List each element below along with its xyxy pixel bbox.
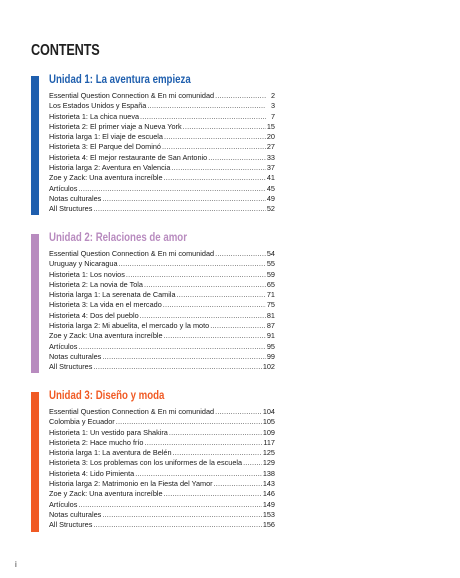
dot-leader: [102, 510, 261, 520]
toc-entry-page: 125: [262, 448, 275, 458]
toc-entry[interactable]: [49, 280, 275, 290]
unit-section-3: [31, 392, 274, 532]
toc-entry-page: 65: [266, 279, 275, 289]
unit-title: Unidad 1: La aventura empieza: [49, 74, 191, 86]
dot-leader: [171, 163, 265, 173]
toc-entry-page: 105: [262, 417, 275, 427]
toc-entry-title: All Structures: [49, 362, 93, 372]
toc-entry-page: 156: [262, 520, 275, 530]
toc-entry[interactable]: [49, 122, 275, 132]
toc-entry-page: 102: [262, 362, 275, 372]
dot-leader: [162, 142, 266, 152]
toc-entry-page: 15: [266, 121, 275, 131]
toc-entry-title: Zoe y Zack: Una aventura increíble: [49, 173, 163, 183]
dot-leader: [177, 290, 266, 300]
toc-entry-page: 104: [262, 407, 275, 416]
toc-entry-page: 7: [270, 111, 275, 121]
dot-leader: [169, 428, 262, 438]
toc-entry[interactable]: [49, 458, 275, 468]
toc-entry-title: Historieta 2: El primer viaje a Nueva York: [49, 121, 182, 131]
toc-entry-title: Historieta 3: El Parque del Dominó: [49, 142, 161, 152]
toc-entry[interactable]: [49, 479, 275, 489]
toc-entry-title: Historia larga 2: Matrimonio en la Fiesta del Yamor: [49, 479, 213, 489]
unit-title: Unidad 3: Diseño y moda: [49, 390, 165, 402]
page-title: CONTENTS: [31, 42, 100, 59]
toc-entry[interactable]: [49, 407, 275, 417]
toc-entry[interactable]: [49, 331, 275, 341]
dot-leader: [164, 173, 266, 183]
toc-entry[interactable]: [49, 489, 275, 499]
toc-entry[interactable]: [49, 342, 275, 352]
dot-leader: [78, 342, 265, 352]
toc-entry-page: 149: [262, 499, 275, 509]
dot-leader: [78, 500, 261, 510]
toc-entry-title: Zoe y Zack: Una aventura increíble: [49, 331, 163, 341]
toc-entry-page: 143: [262, 479, 275, 489]
toc-entry-page: 37: [266, 163, 275, 173]
toc-entry-page: 81: [266, 310, 275, 320]
toc-entry-title: Notas culturales: [49, 351, 102, 361]
toc-entry[interactable]: [49, 362, 275, 372]
toc-entry-title: Historia larga 2: Mi abuelita, el mercado y la moto: [49, 321, 210, 331]
dot-leader: [140, 311, 266, 321]
dot-leader: [183, 122, 266, 132]
toc-entry-title: Los Estados Unidos y España: [49, 101, 147, 111]
toc-entry-title: Notas culturales: [49, 193, 102, 203]
toc-entry[interactable]: [49, 142, 275, 152]
toc-entry[interactable]: [49, 321, 275, 331]
dot-leader: [102, 352, 266, 362]
dot-leader: [210, 321, 266, 331]
toc-entry-page: 99: [266, 351, 275, 361]
toc-entry[interactable]: [49, 259, 275, 269]
toc-entry-title: Historieta 4: Dos del pueblo: [49, 310, 139, 320]
dot-leader: [215, 91, 266, 101]
unit-color-bar: [31, 392, 39, 532]
toc-entry[interactable]: [49, 428, 275, 438]
toc-list: [49, 249, 275, 373]
toc-entry-page: 3: [270, 101, 275, 111]
toc-entry-title: Zoe y Zack: Una aventura increíble: [49, 489, 163, 499]
toc-entry-title: Artículos: [49, 499, 78, 509]
toc-entry-page: 54: [266, 249, 275, 258]
toc-entry[interactable]: [49, 132, 275, 142]
toc-entry[interactable]: [49, 290, 275, 300]
toc-entry-title: Essential Question Connection & En mi comunidad: [49, 407, 215, 416]
dot-leader: [215, 249, 266, 259]
dot-leader: [164, 331, 266, 341]
toc-entry-page: 153: [262, 509, 275, 519]
toc-entry[interactable]: [49, 249, 275, 259]
toc-entry[interactable]: [49, 300, 275, 310]
toc-entry[interactable]: [49, 311, 275, 321]
toc-entry-title: Historia larga 2: Aventura en Valencia: [49, 163, 171, 173]
toc-entry[interactable]: [49, 469, 275, 479]
dot-leader: [173, 448, 262, 458]
toc-entry-page: 129: [262, 458, 275, 468]
dot-leader: [116, 417, 262, 427]
toc-entry-page: 75: [266, 300, 275, 310]
toc-entry[interactable]: [49, 112, 275, 122]
dot-leader: [78, 184, 265, 194]
toc-entry[interactable]: [49, 173, 275, 183]
dot-leader: [135, 469, 262, 479]
toc-entry-page: 117: [263, 437, 275, 447]
toc-entry-page: 45: [266, 183, 275, 193]
toc-entry-page: 2: [270, 91, 275, 100]
dot-leader: [119, 259, 266, 269]
toc-entry[interactable]: [49, 270, 275, 280]
toc-entry-title: Artículos: [49, 183, 78, 193]
toc-entry[interactable]: [49, 153, 275, 163]
dot-leader: [145, 438, 263, 448]
dot-leader: [140, 112, 266, 122]
toc-entry[interactable]: [49, 510, 275, 520]
toc-entry-page: 71: [266, 290, 275, 300]
unit-color-bar: [31, 234, 39, 373]
toc-entry-page: 33: [266, 152, 275, 162]
toc-entry-title: Historieta 1: Un vestido para Shakira: [49, 427, 168, 437]
toc-entry-page: 59: [266, 269, 275, 279]
toc-entry-title: Historia larga 1: El viaje de escuela: [49, 132, 163, 142]
dot-leader: [243, 458, 262, 468]
unit-color-bar: [31, 76, 39, 215]
page-number: i: [15, 560, 17, 569]
toc-list: [49, 91, 275, 215]
toc-entry[interactable]: [49, 520, 275, 530]
dot-leader: [144, 280, 266, 290]
toc-entry-page: 20: [266, 132, 275, 142]
unit-title: Unidad 2: Relaciones de amor: [49, 232, 187, 244]
dot-leader: [126, 270, 266, 280]
toc-entry[interactable]: [49, 500, 275, 510]
toc-entry-page: 27: [266, 142, 275, 152]
toc-entry[interactable]: [49, 163, 275, 173]
toc-entry[interactable]: [49, 448, 275, 458]
toc-entry-title: Historieta 3: La vida en el mercado: [49, 300, 162, 310]
toc-entry-title: Notas culturales: [49, 509, 102, 519]
toc-entry[interactable]: [49, 184, 275, 194]
toc-entry[interactable]: [49, 194, 275, 204]
toc-list: [49, 407, 275, 531]
dot-leader: [93, 362, 261, 372]
dot-leader: [93, 520, 261, 530]
toc-entry-title: All Structures: [49, 204, 93, 214]
unit-section-2: [31, 234, 274, 373]
toc-entry[interactable]: [49, 417, 275, 427]
toc-entry-page: 55: [266, 259, 275, 269]
toc-entry-title: Historieta 1: Los novios: [49, 269, 125, 279]
toc-entry-page: 87: [266, 321, 275, 331]
toc-entry-page: 52: [266, 204, 275, 214]
toc-entry[interactable]: [49, 91, 275, 101]
toc-entry[interactable]: [49, 101, 275, 111]
dot-leader: [208, 153, 266, 163]
toc-entry-title: Historieta 3: Los problemas con los uniformes de la escuela: [49, 458, 243, 468]
toc-entry-title: Historieta 4: Lido Pimienta: [49, 468, 135, 478]
dot-leader: [93, 204, 265, 214]
dot-leader: [147, 101, 266, 111]
toc-entry-page: 41: [266, 173, 275, 183]
unit-section-1: [31, 76, 274, 215]
toc-entry-page: 109: [262, 427, 275, 437]
toc-entry-title: Historia larga 1: La aventura de Belén: [49, 448, 172, 458]
toc-entry-page: 49: [266, 193, 275, 203]
toc-entry-page: 91: [266, 331, 275, 341]
dot-leader: [102, 194, 266, 204]
toc-entry[interactable]: [49, 352, 275, 362]
toc-entry-title: Historieta 2: La novia de Tola: [49, 279, 143, 289]
toc-entry[interactable]: [49, 438, 275, 448]
dot-leader: [164, 489, 262, 499]
toc-entry-title: Artículos: [49, 341, 78, 351]
toc-entry-title: Essential Question Connection & En mi comunidad: [49, 249, 215, 258]
toc-entry-page: 146: [262, 489, 275, 499]
toc-entry-title: Essential Question Connection & En mi comunidad: [49, 91, 215, 100]
toc-entry-page: 138: [262, 468, 275, 478]
toc-entry-title: Historia larga 1: La serenata de Camila: [49, 290, 176, 300]
toc-entry-title: Historieta 4: El mejor restaurante de San Antonio: [49, 152, 208, 162]
toc-entry-title: Uruguay y Nicaragua: [49, 259, 118, 269]
dot-leader: [215, 407, 262, 417]
toc-entry-title: Colombia y Ecuador: [49, 417, 115, 427]
toc-entry-title: Historieta 1: La chica nueva: [49, 111, 140, 121]
toc-entry-page: 95: [266, 341, 275, 351]
dot-leader: [164, 132, 266, 142]
dot-leader: [163, 300, 266, 310]
toc-entry-title: All Structures: [49, 520, 93, 530]
dot-leader: [214, 479, 262, 489]
toc-entry[interactable]: [49, 204, 275, 214]
toc-entry-title: Historieta 2: Hace mucho frío: [49, 437, 144, 447]
